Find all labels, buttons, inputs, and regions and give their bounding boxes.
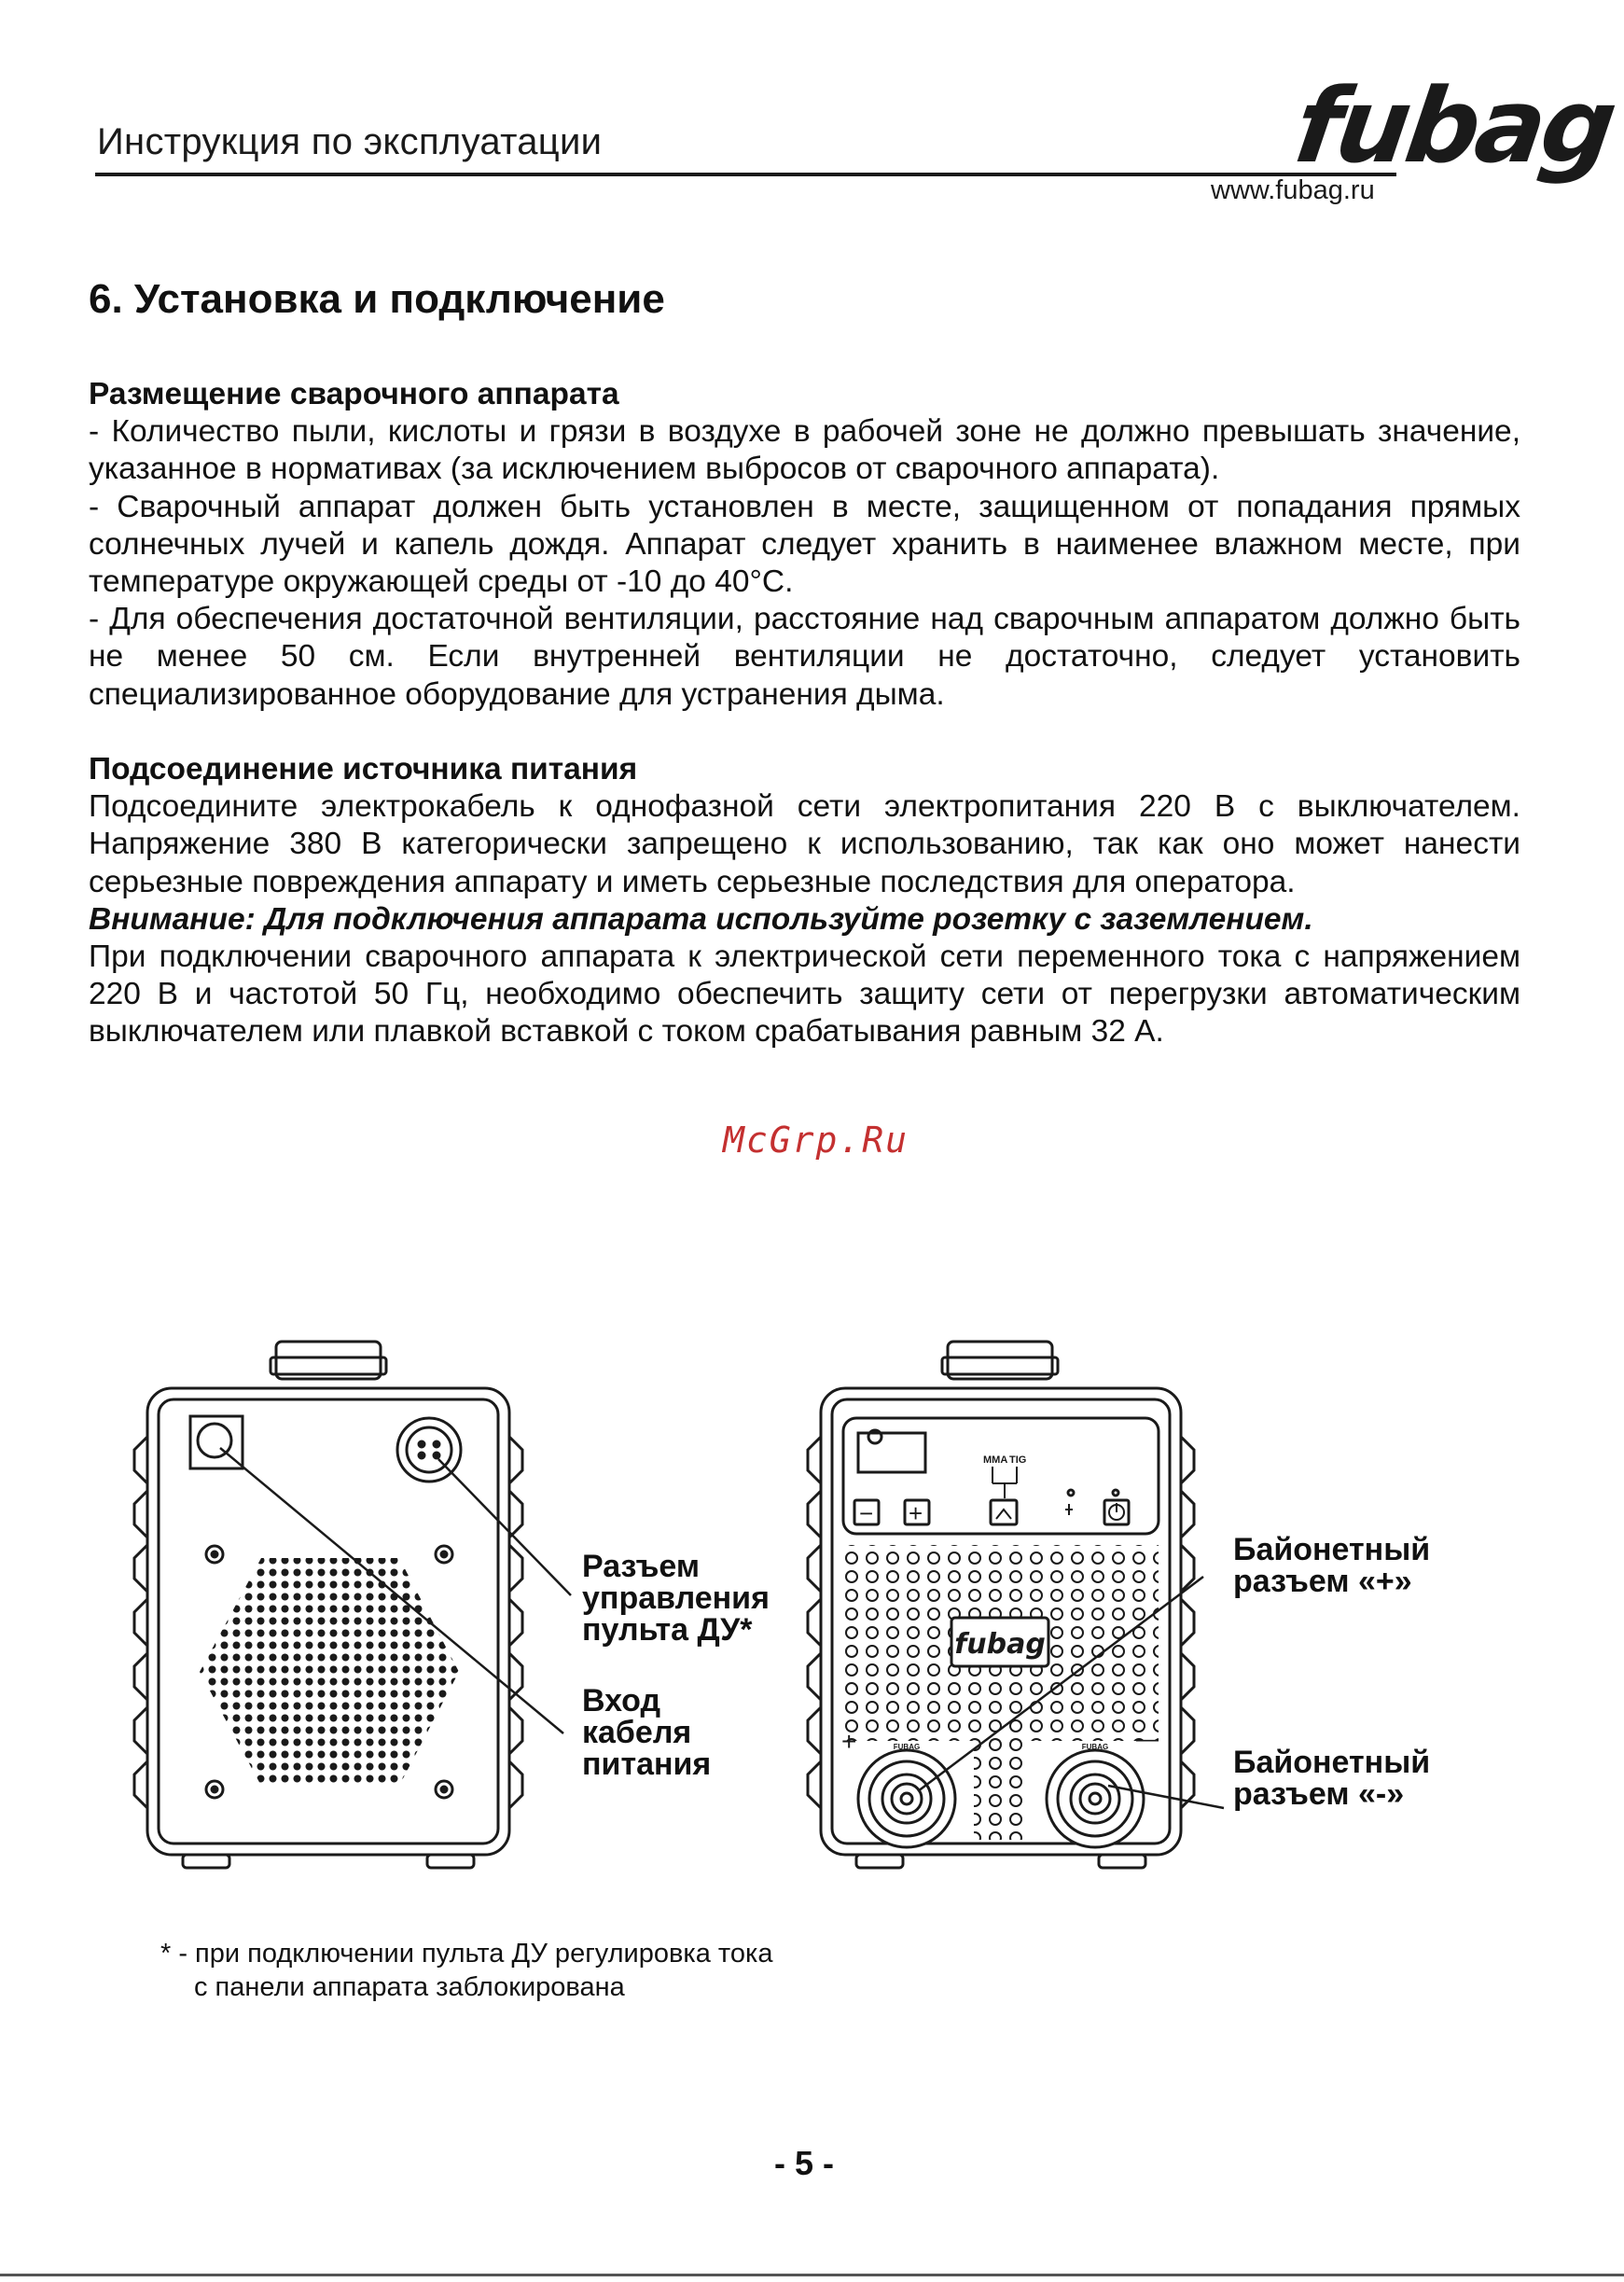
website-url[interactable]: www.fubag.ru — [1211, 175, 1375, 205]
power-paragraph-1: Подсоедините электрокабель к однофазной сети электропитания 220 В с выключателем. Напряжение 380 В категорически запрещено к использованию, так как оно может нанести серьезные повреждения аппарату и иметь серьезные последствия для оператора. — [89, 789, 1520, 899]
placement-paragraph-2: - Сварочный аппарат должен быть установлен в месте, защищенном от попадания прямых солнечных лучей и капель дождя. Аппарат следует хранить в наименее влажном месте, при температуре окружающей среды от -10 до 40°С. — [89, 489, 1520, 600]
terminal-plus-brand: FUBAG — [893, 1743, 921, 1751]
mode-mma-label: MMA — [983, 1454, 1008, 1466]
placement-paragraph-3: - Для обеспечения достаточной вентиляции, расстояние над сварочным аппаратом должно быть не менее 50 см. Если внутренней вентиляции не достаточно, следует установить специализированное оборудование для устранения дыма. — [89, 602, 1520, 712]
section-title: 6. Установка и подключение — [89, 276, 665, 322]
callout-bayonet-plus: Байонетный разъем «+» — [1233, 1532, 1431, 1599]
callout-bayonet-minus: Байонетный разъем «-» — [1233, 1745, 1431, 1812]
page-number: - 5 - — [774, 2144, 835, 2182]
placement-section — [89, 376, 1520, 714]
footnote-line-2: с панели аппарата заблокирована — [194, 1972, 625, 2002]
terminal-minus-brand: FUBAG — [1081, 1743, 1109, 1751]
plus-button-glyph: + — [909, 1499, 923, 1527]
footnote-line-1: * - при подключении пульта ДУ регулировка тока — [160, 1939, 773, 1969]
remote-control-footnote — [160, 1937, 772, 2004]
mode-tig-label: TIG — [1009, 1454, 1027, 1466]
device-back-view — [134, 1342, 522, 1868]
grounding-warning: Внимание: Для подключения аппарата используйте розетку с заземлением. — [89, 901, 1313, 937]
document-title: Инструкция по эксплуатации — [97, 121, 603, 162]
callout-remote-connector: Разъем управления пульта ДУ* — [582, 1549, 770, 1648]
power-heading: Подсоединение источника питания — [89, 752, 638, 786]
polarity-minus-sign: — — [1136, 1727, 1159, 1752]
brand-logo: fubag — [1288, 66, 1620, 186]
polarity-plus-sign: + — [841, 1727, 857, 1756]
device-front-view — [808, 1342, 1194, 1868]
watermark: McGrp.Ru — [723, 1120, 909, 1161]
header-divider — [95, 173, 1396, 176]
page-bottom-divider — [0, 2274, 1624, 2276]
front-logo: fubag — [954, 1628, 1046, 1661]
callout-power-cable-input: Вход кабеля питания — [582, 1683, 712, 1782]
device-illustration — [0, 1287, 1624, 1885]
power-section — [89, 751, 1520, 1051]
placement-heading: Размещение сварочного аппарата — [89, 377, 619, 411]
minus-button-glyph: − — [859, 1499, 874, 1527]
placement-paragraph-1: - Количество пыли, кислоты и грязи в воздухе в рабочей зоне не должно превышать значение, указанное в нормативах (за исключением выбросов от сварочного аппарата). — [89, 414, 1520, 487]
power-paragraph-2: При подключении сварочного аппарата к электрической сети переменного тока с напряжением 220 В и частотой 50 Гц, необходимо обеспечить защиту сети от перегрузки автоматическим выключателем или плавкой вставкой с током срабатывания равным 32 А. — [89, 939, 1520, 1050]
